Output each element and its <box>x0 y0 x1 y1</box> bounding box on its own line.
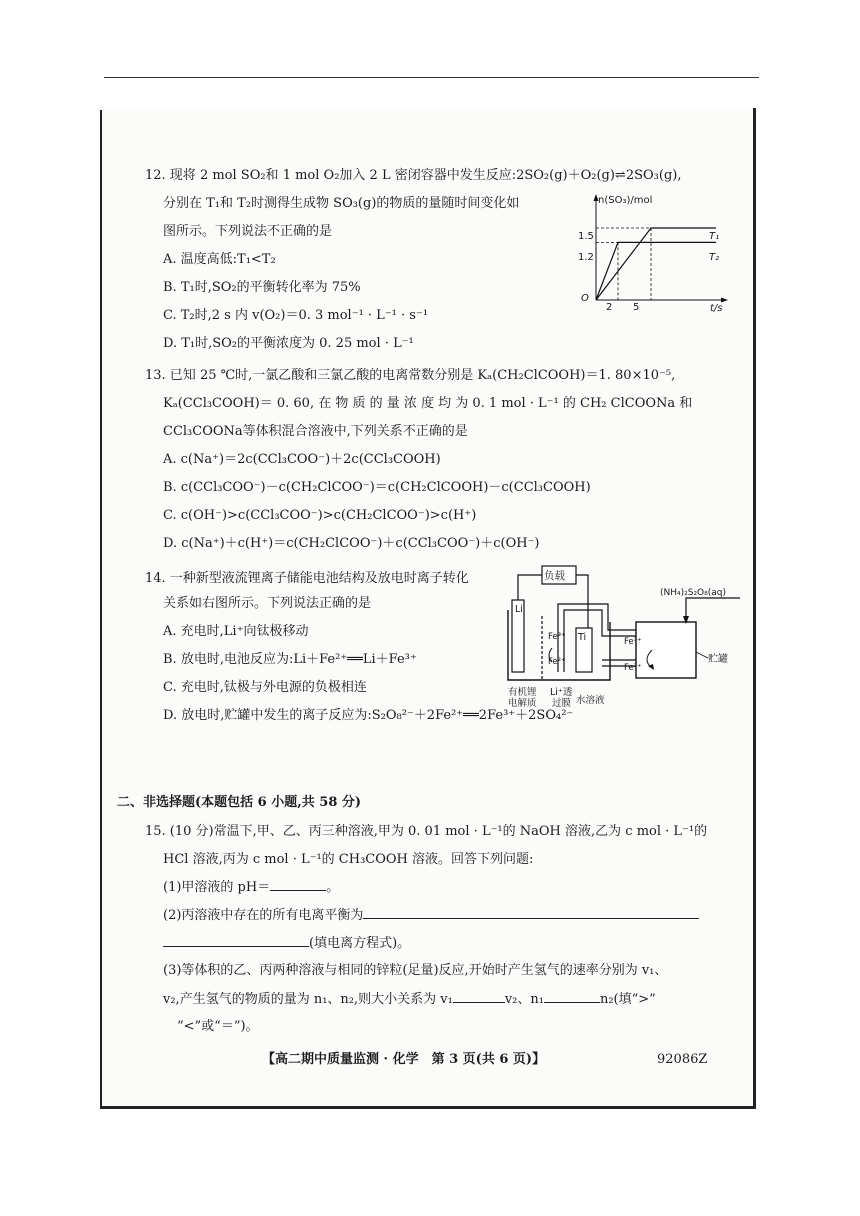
page-footer-title: 【高二期中质量监测 · 化学 第 3 页(共 6 页)】 <box>262 1052 546 1067</box>
q13-stem-line2: Kₐ(CCl₃COOH)＝ 0. 60, 在 物 质 的 量 浓 度 均 为 0. 1 mol · L⁻¹ 的 CH₂ ClCOONa 和 <box>163 396 693 411</box>
q15-part1 <box>163 878 339 897</box>
diagram-tank-label: 贮罐 <box>708 654 728 665</box>
q15-part2-line1 <box>163 906 699 925</box>
q15-part1-text: (1)甲溶液的 pH＝ <box>163 880 271 895</box>
q14-option-c: C. 充电时,钛极与外电源的负极相连 <box>163 680 367 695</box>
diagram-fe3-tank-label: Fe³⁺ <box>624 637 642 647</box>
q15-part3-text-b: v₂、n₁ <box>504 992 544 1007</box>
wire-left <box>518 575 542 600</box>
scan-bottom-border <box>100 1106 756 1109</box>
q15-part3-blank-n <box>544 990 600 1003</box>
q15-part1-blank <box>270 878 326 891</box>
page-footer-code: 92086Z <box>657 1052 708 1067</box>
q15-part2-text: (2)丙溶液中存在的所有电离平衡为 <box>163 908 364 923</box>
q12-graph-xtick-2: 2 <box>606 302 613 313</box>
curve-t2 <box>596 242 716 300</box>
section2-heading: 二、非选择题(本题包括 6 小题,共 58 分) <box>117 795 362 810</box>
q12-graph-ytick-1.2: 1.2 <box>578 252 594 263</box>
q15-part2-blank-1 <box>363 906 699 919</box>
curve-t1 <box>596 228 716 300</box>
diagram-electrolyte-label-2: 电解质 <box>508 698 537 709</box>
diagram-aqueous-label: 水溶液 <box>576 695 605 706</box>
q15-part3-blank-v <box>453 990 505 1003</box>
q13-option-b: B. c(CCl₃COO⁻)－c(CH₂ClCOO⁻)＝c(CH₂ClCOOH)－c(CCl₃COOH) <box>163 480 591 495</box>
q13-option-d: D. c(Na⁺)＋c(H⁺)＝c(CH₂ClCOO⁻)＋c(CCl₃COO⁻)＋c(OH⁻) <box>163 536 540 551</box>
page-top-rule <box>104 77 759 78</box>
q15-part3-line1: (3)等体积的乙、丙两种溶液与相同的锌粒(足量)反应,开始时产生氢气的速率分别为 v₁、 <box>163 963 668 978</box>
diagram-membrane-label-1: Li⁺透 <box>550 687 573 698</box>
diagram-fe2-tank-label: Fe²⁺ <box>624 663 642 673</box>
q13-stem-line1: 13. 已知 25 ℃时,一氯乙酸和三氯乙酸的电离常数分别是 Kₐ(CH₂ClCOOH)＝1. 80×10⁻⁵, <box>145 368 676 383</box>
x-axis-arrow <box>721 298 728 303</box>
q15-part3-line3: “<”或“＝”)。 <box>177 1019 259 1034</box>
q13-option-a: A. c(Na⁺)＝2c(CCl₃COO⁻)＋2c(CCl₃COOH) <box>163 452 441 467</box>
q12-option-c: C. T₂时,2 s 内 v(O₂)＝0. 3 mol⁻¹ · L⁻¹ · s⁻¹ <box>163 308 429 323</box>
q14-option-d: D. 放电时,贮罐中发生的离子反应为:S₂O₈²⁻＋2Fe²⁺══2Fe³⁺＋2SO₄²⁻ <box>163 708 574 723</box>
q15-part2-line2 <box>163 934 410 953</box>
diagram-reagent-label: (NH₄)₂S₂O₈(aq) <box>660 588 727 598</box>
inlet-arrow <box>686 598 740 618</box>
q13-option-c: C. c(OH⁻)>c(CCl₃COO⁻)>c(CH₂ClCOO⁻)>c(H⁺) <box>163 508 477 523</box>
q12-graph-label-t2: T₂ <box>709 252 720 263</box>
diagram-fe2-cell-label: Fe²⁺ <box>548 657 566 667</box>
q12-graph-xlabel: t/s <box>710 303 723 314</box>
diagram-load-label: 负载 <box>544 570 565 582</box>
q15-part2-blank-2 <box>163 934 309 947</box>
q12-graph-origin: O <box>581 293 589 304</box>
q14-stem-line2: 关系如右图所示。下列说法正确的是 <box>163 596 372 611</box>
q12-stem-line3: 图所示。下列说法不正确的是 <box>163 224 333 239</box>
pointer-tank <box>696 652 708 658</box>
wire-right <box>576 575 588 628</box>
q15-stem-line1: 15. (10 分)常温下,甲、乙、丙三种溶液,甲为 0. 01 mol · L⁻¹的 NaOH 溶液,乙为 c mol · L⁻¹的 <box>145 824 708 839</box>
diagram-membrane-label-2: 过膜 <box>552 698 572 709</box>
scan-right-border <box>753 108 756 1108</box>
q15-part3-line2 <box>163 990 656 1009</box>
q14-option-a: A. 充电时,Li⁺向钛极移动 <box>163 624 309 639</box>
q15-stem-line2: HCl 溶液,丙为 c mol · L⁻¹的 CH₃COOH 溶液。回答下列问题: <box>163 852 534 867</box>
diagram-electrolyte-label-1: 有机锂 <box>508 687 537 698</box>
q12-stem-line1: 12. 现将 2 mol SO₂和 1 mol O₂加入 2 L 密闭容器中发生反应:2SO₂(g)＋O₂(g)⇌2SO₃(g), <box>145 168 682 183</box>
q12-graph-ylabel: n(SO₃)/mol <box>598 195 653 206</box>
q12-option-d: D. T₁时,SO₂的平衡浓度为 0. 25 mol · L⁻¹ <box>163 336 414 351</box>
q15-part3-text-c: n₂(填“>” <box>599 992 656 1007</box>
diagram-li-label: Li <box>515 604 523 615</box>
q14-battery-diagram <box>500 560 750 710</box>
q14-option-b: B. 放电时,电池反应为:Li＋Fe²⁺══Li＋Fe³⁺ <box>163 652 417 667</box>
q13-stem-line3: CCl₃COONa等体积混合溶液中,下列关系不正确的是 <box>163 424 468 439</box>
storage-tank <box>636 622 696 678</box>
q15-part3-text-a: v₂,产生氢气的物质的量为 n₁、n₂,则大小关系为 v₁ <box>163 992 453 1007</box>
q15-part2-end: (填电离方程式)。 <box>309 936 411 951</box>
q12-graph-label-t1: T₁ <box>709 231 720 242</box>
q12-option-a: A. 温度高低:T₁<T₂ <box>163 252 276 267</box>
diagram-fe3-cell-label: Fe³⁺ <box>548 632 566 642</box>
scan-left-border <box>100 110 102 1108</box>
q15-part1-end: 。 <box>326 880 340 895</box>
diagram-ti-label: Ti <box>578 632 587 643</box>
q12-option-b: B. T₁时,SO₂的平衡转化率为 75% <box>163 280 361 295</box>
q12-graph-xtick-5: 5 <box>633 302 640 313</box>
q12-stem-line2: 分别在 T₁和 T₂时测得生成物 SO₃(g)的物质的量随时间变化如 <box>163 196 520 211</box>
q12-graph-ytick-1.5: 1.5 <box>578 231 594 242</box>
q14-stem-line1: 14. 一种新型液流锂离子储能电池结构及放电时离子转化 <box>145 571 469 586</box>
